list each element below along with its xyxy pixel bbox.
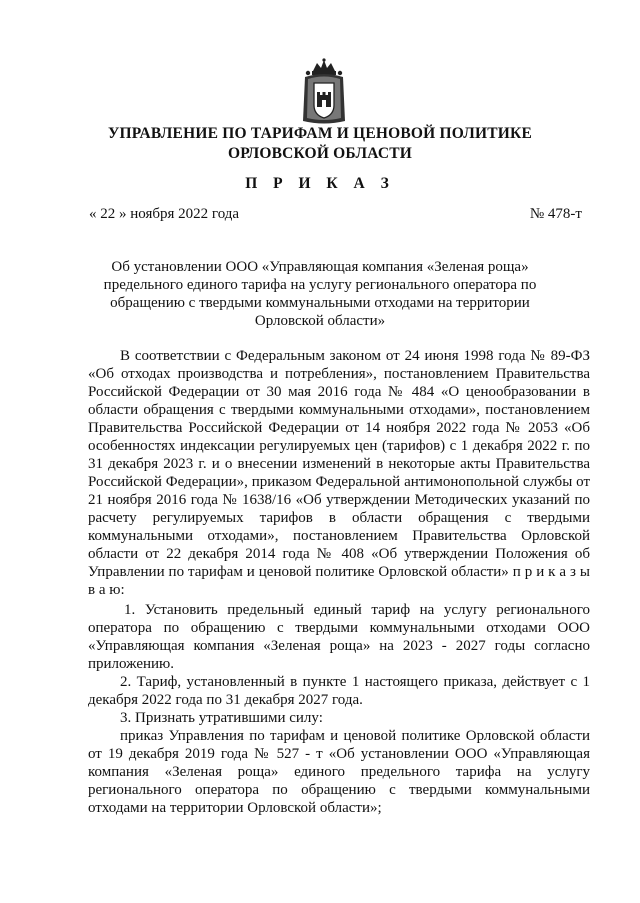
order-preamble: [88, 347, 590, 599]
item-2: 2. Тариф, установленный в пункте 1 настоящего приказа, действует с 1 декабря 2022 года по 31 декабря 2027 года.: [88, 674, 590, 708]
item-1: 1. Установить предельный единый тариф на услугу регионального оператора по обращению с твердыми коммунальными отходами ООО «Управляющая компания «Зеленая роща» на 2023 - 2027 годы согласно приложению.: [88, 602, 590, 672]
order-number: № 478-т: [529, 206, 582, 222]
item-3: 3. Признать утратившими силу:: [120, 710, 323, 726]
preamble-paragraph: В соответствии с Федеральным законом от 24 июня 1998 года № 89-ФЗ «Об отходах производства и потребления», постановлением Правительства Российской Федерации от 30 мая 2016 года № 484 «О ценообразовании в области обращения с твердыми коммунальными отходами», постановлением Правительства Российской Федерации от 14 ноября 2022 года № 2053 «Об особенностях индексации регулируемых цен (тарифов) с 1 декабря 2022 г. по 31 декабря 2023 г. и о внесении изменений в некоторые акты Правительства Российской Федерации», приказом Федеральной антимонопольной службы от 21 ноября 2016 года № 1638/16 «Об утверждении Методических указаний по расчету регулируемых тарифов в области обращения с твердыми коммунальными отходами», постановлением Правительства Орловской области от 22 декабря 2014 года № 408 «Об утверждении Положения об Управлении по тарифам и ценовой политике Орловской области» п р и к а з ы в а ю:: [88, 348, 590, 598]
document-type-title: П Р И К А З: [245, 175, 395, 192]
agency-name-line1: УПРАВЛЕНИЕ ПО ТАРИФАМ И ЦЕНОВОЙ ПОЛИТИКЕ: [107, 125, 533, 142]
coat-of-arms-icon: [299, 57, 349, 127]
agency-name-line2: ОРЛОВСКОЙ ОБЛАСТИ: [227, 145, 413, 162]
order-subject: Об установлении ООО «Управляющая компания «Зеленая роща» предельного единого тарифа на услугу регионального оператора по обращению с твердыми коммунальными отходами на территории Орловской области»: [103, 259, 537, 329]
order-items: [88, 601, 590, 817]
order-date: « 22 » ноября 2022 года: [89, 206, 240, 222]
item-3-subitem: приказ Управления по тарифам и ценовой политике Орловской области от 19 декабря 2019 года № 527 - т «Об установлении ООО «Управляющая компания «Зеленая роща» единого предельного тарифа на услугу регионального оператора по обращению с твердыми коммунальными отходами на территории Орловской области»;: [88, 728, 590, 816]
